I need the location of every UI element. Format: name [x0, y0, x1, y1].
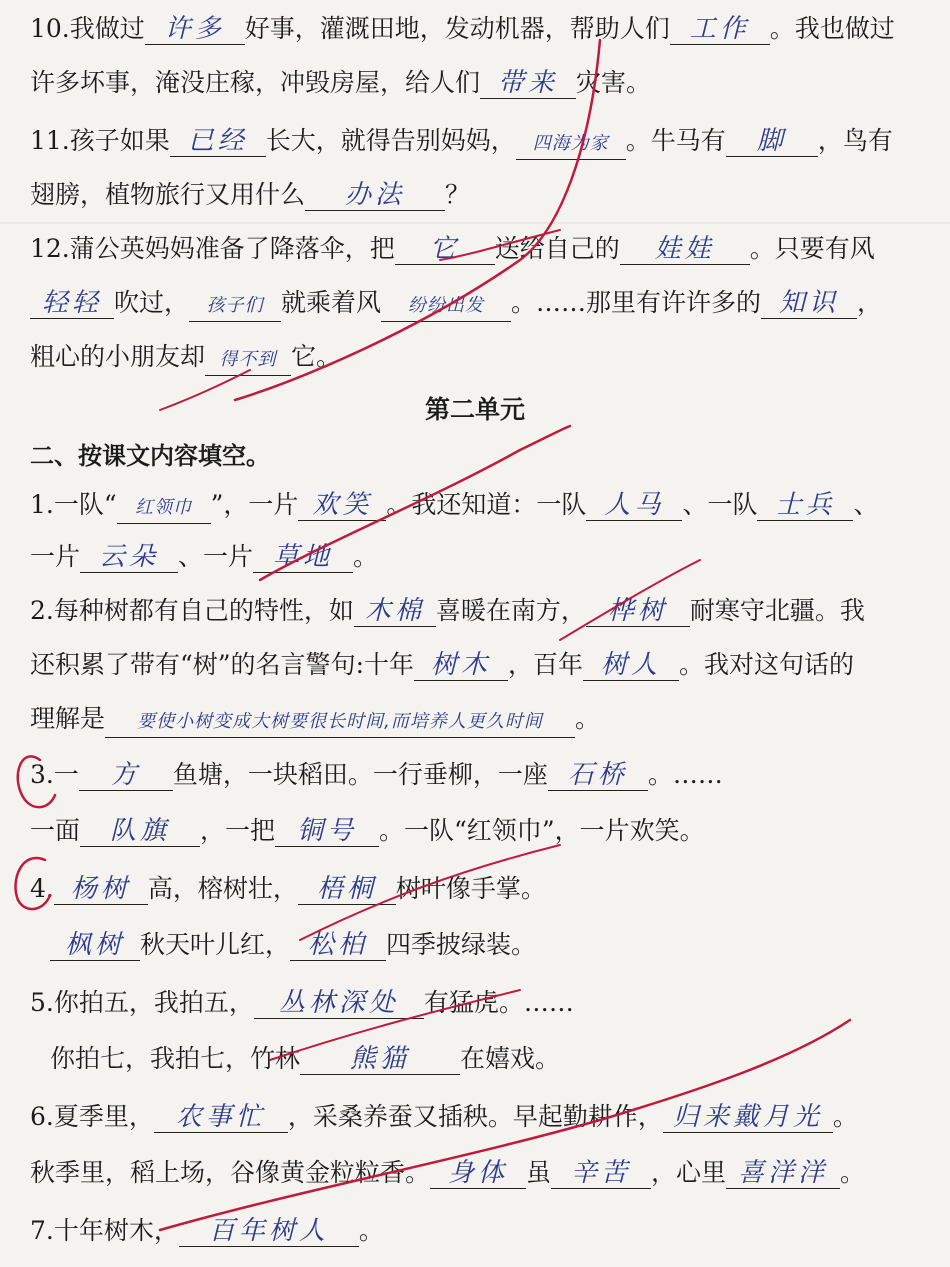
answer-blank: 办法 — [305, 180, 445, 211]
answer-blank: 喜洋洋 — [726, 1158, 840, 1189]
s3-line-2 — [30, 814, 940, 848]
answer-blank: 树人 — [583, 650, 679, 681]
s1-line-1 — [30, 488, 940, 524]
q11-line-1 — [30, 124, 940, 160]
question-text: 理解是 — [30, 704, 106, 733]
question-text: 四季披绿装。 — [386, 930, 537, 959]
question-text: 秋天叶儿红， — [140, 930, 291, 959]
question-text: 孩子如果 — [69, 126, 170, 155]
s1-line-2 — [30, 540, 940, 574]
question-number: 3. — [30, 760, 54, 789]
question-text: 就乘着风 — [281, 288, 382, 317]
s4-line-1 — [30, 872, 940, 906]
question-text: 许多坏事，淹没庄稼，冲毁房屋，给人们 — [30, 68, 481, 97]
question-text: ， — [857, 288, 883, 317]
question-number: 7. — [30, 1216, 54, 1245]
answer-blank: 树木 — [414, 650, 508, 681]
answer-blank: 归来戴月光 — [663, 1102, 833, 1133]
question-text: 树叶像手掌。 — [395, 874, 546, 903]
answer-blank: 松柏 — [290, 930, 386, 961]
question-text: 还积累了带有“树”的名言警句:十年 — [30, 650, 414, 679]
question-text: 蒲公英妈妈准备了降落伞，把 — [69, 234, 395, 263]
answer-blank: 云朵 — [80, 542, 178, 573]
answer-blank: 四海为家 — [516, 129, 626, 160]
question-text: 一 — [53, 760, 79, 789]
question-text: 夏季里， — [53, 1102, 154, 1131]
s2-line-2 — [30, 648, 940, 682]
question-text: 。 — [358, 1216, 384, 1245]
question-number: 5. — [30, 988, 54, 1017]
question-text: 。只要有风 — [749, 234, 875, 263]
s6-line-1 — [30, 1100, 940, 1134]
answer-blank: 士兵 — [757, 490, 853, 521]
s5-line-2 — [50, 1042, 940, 1076]
question-text: ”，一片 — [210, 490, 299, 519]
question-text: ，心里 — [651, 1158, 727, 1187]
question-text: 长大，就得告别妈妈， — [265, 126, 516, 155]
question-text: 灾害。 — [576, 68, 652, 97]
s6-line-2 — [30, 1156, 940, 1190]
answer-blank: 带来 — [480, 68, 576, 99]
answer-blank: 桦树 — [586, 596, 690, 627]
question-text: 高，榕树壮， — [147, 874, 298, 903]
question-text: 虽 — [526, 1158, 552, 1187]
answer-blank: 方 — [79, 760, 173, 791]
question-text: 、一片 — [178, 542, 254, 571]
question-number: 1. — [30, 490, 54, 519]
question-text: 、一队 — [682, 490, 758, 519]
question-text: 一片 — [30, 542, 81, 571]
answer-blank: 农事忙 — [154, 1102, 288, 1133]
q10-line-1 — [30, 12, 940, 46]
question-text: 耐寒守北疆。我 — [689, 596, 865, 625]
q10-line-2 — [30, 66, 940, 100]
answer-blank: 木棉 — [354, 596, 436, 627]
q12-line-2 — [30, 286, 940, 322]
question-text: 。…… — [647, 760, 723, 789]
q12-line-1 — [30, 232, 940, 266]
question-text: 。 — [832, 1102, 858, 1131]
question-text: 翅膀，植物旅行又用什么 — [30, 180, 306, 209]
answer-blank: 队旗 — [80, 816, 200, 847]
question-text: 鱼塘，一块稻田。一行垂柳，一座 — [172, 760, 548, 789]
question-number: 4. — [30, 874, 54, 903]
question-text: ，鸟有 — [817, 126, 893, 155]
answer-blank: 娃娃 — [620, 234, 750, 265]
question-text: 在嬉戏。 — [460, 1044, 561, 1073]
paper-fold — [0, 222, 950, 224]
question-number: 12. — [30, 234, 70, 263]
question-text: ，采桑养蚕又插秧。早起勤耕作， — [287, 1102, 663, 1131]
s4-line-2 — [50, 928, 940, 962]
answer-blank: 人马 — [586, 490, 682, 521]
answer-blank: 草地 — [253, 542, 353, 573]
question-text: 。我还知道：一队 — [386, 490, 587, 519]
answer-blank: 红领巾 — [117, 493, 211, 524]
question-text: 秋季里，稻上场，谷像黄金粒粒香。 — [30, 1158, 431, 1187]
question-text: 它。 — [291, 342, 342, 371]
question-text: 。我对这句话的 — [679, 650, 855, 679]
answer-blank: 知识 — [761, 288, 857, 319]
question-text: 十年树木， — [53, 1216, 179, 1245]
answer-blank: 工作 — [670, 14, 770, 45]
s2-line-1 — [30, 594, 940, 628]
unit-title: 第二单元 — [424, 395, 525, 424]
question-text: 、 — [853, 490, 879, 519]
answer-blank: 枫树 — [50, 930, 140, 961]
question-text: 一队“ — [53, 490, 117, 519]
q11-line-2 — [30, 178, 940, 212]
s3-line-1 — [30, 758, 940, 792]
answer-blank: 梧桐 — [298, 874, 396, 905]
question-text: ，一把 — [200, 816, 276, 845]
answer-blank: 轻轻 — [30, 288, 114, 319]
question-text: 。我也做过 — [769, 14, 895, 43]
q12-line-3 — [30, 340, 940, 376]
question-text: 。一队“红领巾”，一片欢笑。 — [379, 816, 705, 845]
question-text: 粗心的小朋友却 — [30, 342, 206, 371]
question-text: ？ — [445, 180, 471, 209]
answer-blank: 熊猫 — [300, 1044, 460, 1075]
s7-line-1 — [30, 1214, 940, 1248]
question-text: ，百年 — [508, 650, 584, 679]
question-text: 每种树都有自己的特性，如 — [53, 596, 354, 625]
question-number: 11. — [30, 126, 70, 155]
answer-blank: 脚 — [726, 126, 818, 157]
question-number: 2. — [30, 596, 54, 625]
question-text: 好事，灌溉田地，发动机器，帮助人们 — [244, 14, 670, 43]
answer-blank: 得不到 — [205, 345, 291, 376]
answer-blank: 孩子们 — [189, 291, 281, 322]
question-number: 6. — [30, 1102, 54, 1131]
question-text: 我做过 — [69, 14, 145, 43]
question-text: 。……那里有许许多的 — [511, 288, 762, 317]
question-text: 吹过， — [114, 288, 190, 317]
answer-blank: 要使小树变成大树要很长时间,而培养人更久时间 — [105, 707, 575, 738]
answer-blank: 它 — [395, 234, 495, 265]
question-text: 。 — [575, 704, 601, 733]
answer-blank: 身体 — [430, 1158, 526, 1189]
answer-blank: 石桥 — [548, 760, 648, 791]
question-text: 。牛马有 — [625, 126, 726, 155]
question-number: 10. — [30, 14, 70, 43]
question-text: 有猛虎。…… — [423, 988, 574, 1017]
answer-blank: 辛苦 — [551, 1158, 651, 1189]
answer-blank: 欢笑 — [298, 490, 386, 521]
answer-blank: 已经 — [170, 126, 266, 157]
answer-blank: 丛林深处 — [254, 988, 424, 1019]
question-text: 你拍七，我拍七，竹林 — [50, 1044, 301, 1073]
question-text: 你拍五，我拍五， — [53, 988, 254, 1017]
question-text: 一面 — [30, 816, 81, 845]
answer-blank: 许多 — [145, 14, 245, 45]
s2-line-3 — [30, 702, 940, 738]
question-text: 送给自己的 — [494, 234, 620, 263]
answer-blank: 百年树人 — [179, 1216, 359, 1247]
question-text: 。 — [840, 1158, 866, 1187]
section-heading: 二、按课文内容填空。 — [30, 442, 270, 470]
answer-blank: 纷纷出发 — [381, 291, 511, 322]
answer-blank: 杨树 — [54, 874, 148, 905]
answer-blank: 铜号 — [275, 816, 379, 847]
s5-line-1 — [30, 986, 940, 1020]
question-text: 喜暖在南方， — [435, 596, 586, 625]
question-text: 。 — [353, 542, 379, 571]
